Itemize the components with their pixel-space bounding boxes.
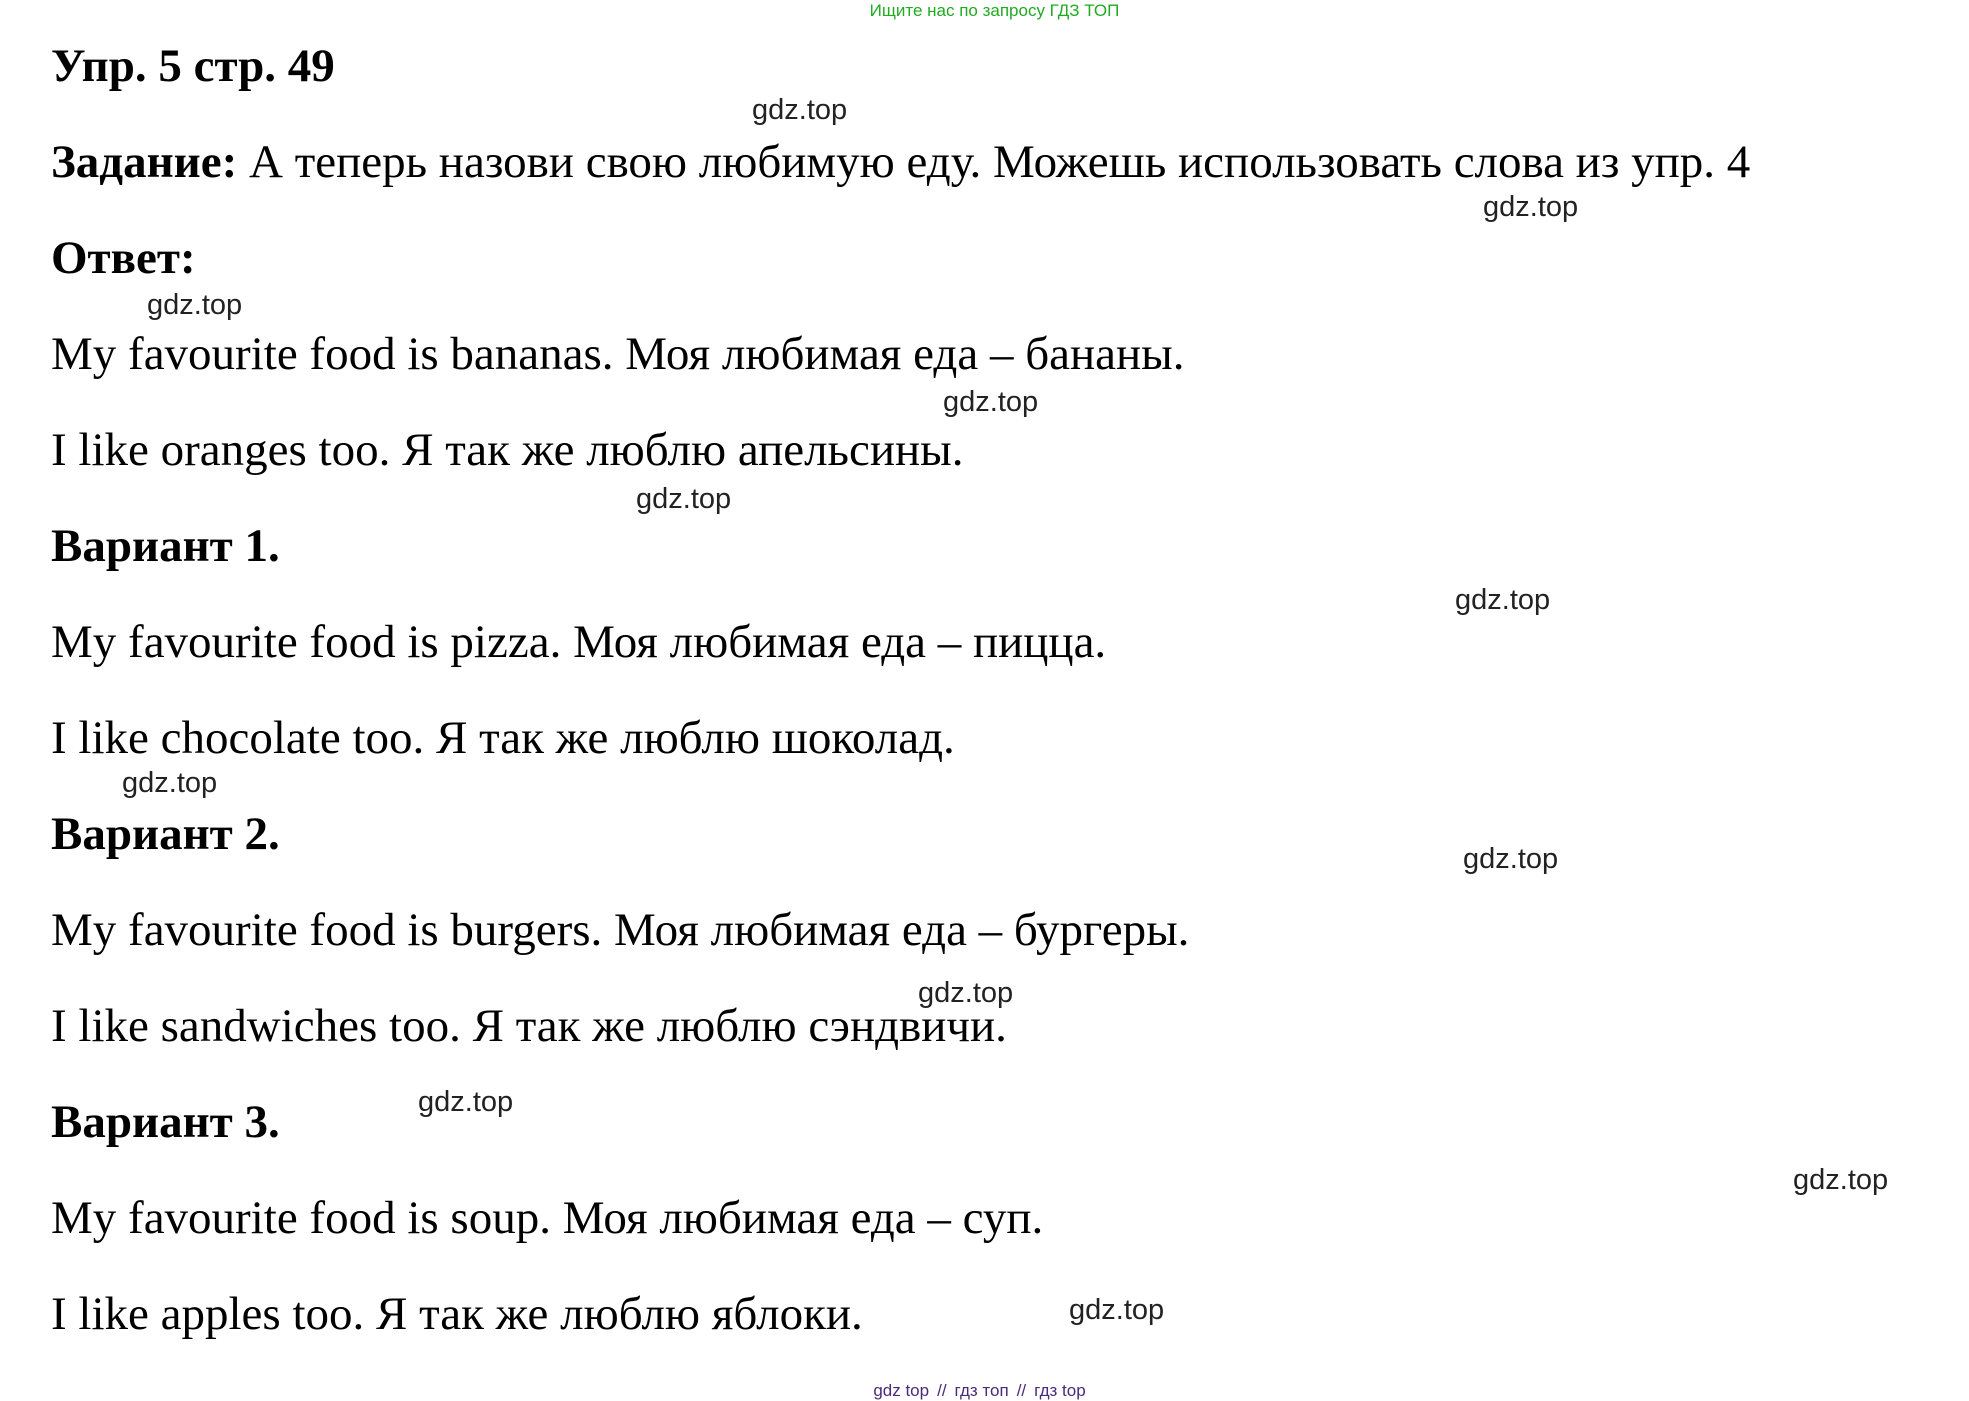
task-text: А теперь назови свою любимую еду. Можешь использовать слова из упр. 4 [237, 136, 1751, 188]
variant-2-line-2: I like sandwiches too. Я так же люблю сэндвичи. [51, 1000, 1007, 1052]
watermark: gdz.top [943, 386, 1039, 418]
variant-3-line-2: I like apples too. Я так же люблю яблоки. [51, 1288, 863, 1340]
watermark: gdz.top [147, 289, 243, 321]
watermark: gdz.top [1069, 1294, 1165, 1326]
watermark: gdz.top [418, 1086, 514, 1118]
footer-separator: // [937, 1381, 947, 1400]
watermark: gdz.top [1793, 1164, 1889, 1196]
footer-links [0, 1381, 1964, 1401]
watermark: gdz.top [636, 483, 732, 515]
variant-3-line-1: My favourite food is soup. Моя любимая еда – суп. [51, 1192, 1044, 1244]
variant-3-title: Вариант 3. [51, 1096, 280, 1148]
page-title: Упр. 5 стр. 49 [51, 40, 335, 92]
task-label: Задание: [51, 136, 238, 188]
variant-2-title: Вариант 2. [51, 808, 280, 860]
watermark: gdz.top [122, 767, 218, 799]
answer-line-1: My favourite food is bananas. Моя любимая еда – бананы. [51, 328, 1185, 380]
footer-link-2[interactable]: гдз топ [954, 1381, 1009, 1400]
footer-link-3[interactable]: гдз top [1034, 1381, 1086, 1400]
variant-1-line-2: I like chocolate too. Я так же люблю шоколад. [51, 712, 955, 764]
watermark: gdz.top [918, 977, 1014, 1009]
footer-link-1[interactable]: gdz top [873, 1381, 930, 1400]
answer-line-2: I like oranges too. Я так же люблю апельсины. [51, 424, 964, 476]
variant-2-line-1: My favourite food is burgers. Моя любимая еда – бургеры. [51, 904, 1190, 956]
watermark: gdz.top [1483, 191, 1579, 223]
top-banner: Ищите нас по запросу ГДЗ ТОП [869, 1, 1120, 20]
variant-1-title: Вариант 1. [51, 520, 280, 572]
watermark: gdz.top [1463, 843, 1559, 875]
watermark: gdz.top [1455, 584, 1551, 616]
footer-separator: // [1016, 1381, 1027, 1400]
watermark: gdz.top [752, 94, 848, 126]
answer-label: Ответ: [51, 232, 196, 284]
task-line [51, 134, 1750, 190]
variant-1-line-1: My favourite food is pizza. Моя любимая еда – пицца. [51, 616, 1107, 668]
